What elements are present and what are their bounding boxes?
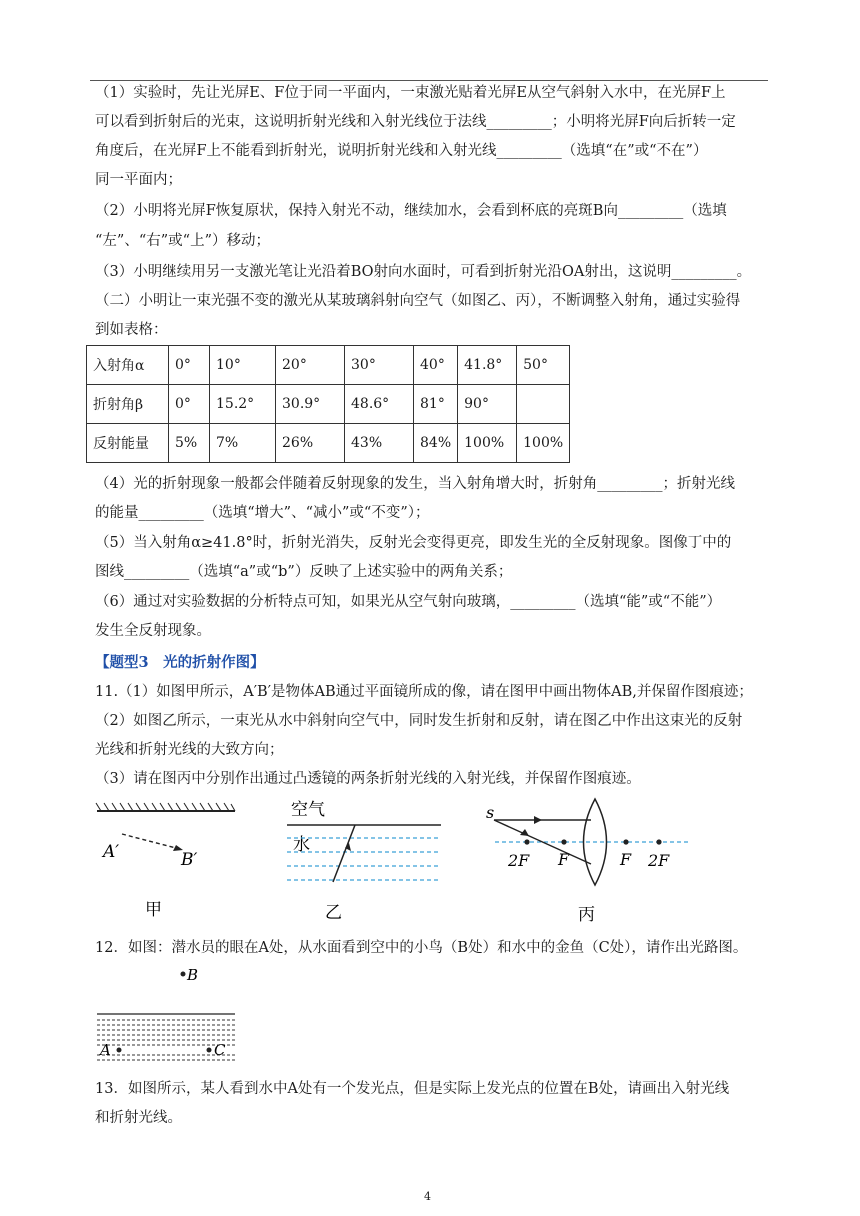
table-cell: 7% xyxy=(210,424,276,463)
point-f-right xyxy=(623,839,628,844)
text-line: 和折射光线。 xyxy=(95,1110,182,1126)
table-cell: 10° xyxy=(210,346,276,385)
table-cell: 48.6° xyxy=(345,385,414,424)
text-line: 到如表格： xyxy=(95,322,168,338)
label-2f-left: 2F xyxy=(508,851,530,870)
text-line: 11.（1）如图甲所示，A′B′是物体AB通过平面镜所成的像，请在图甲中画出物体AB,并保留作图痕迹； xyxy=(95,684,753,700)
table-cell: 40° xyxy=(414,346,458,385)
table-cell: 81° xyxy=(414,385,458,424)
table-cell: 0° xyxy=(169,385,210,424)
table-cell: 41.8° xyxy=(458,346,517,385)
figure-caption-yi: 乙 xyxy=(325,903,342,923)
text-line: （4）光的折射现象一般都会伴随着反射现象的发生，当入射角增大时，折射角_________；折射光线 xyxy=(95,476,735,492)
text-line: 13．如图所示，某人看到水中A处有一个发光点，但是实际上发光点的位置在B处，请画出入射光线 xyxy=(95,1081,730,1097)
text-line: 12．如图：潜水员的眼在A处，从水面看到空中的小鸟（B处）和水中的金鱼（C处），请作出光路图。 xyxy=(95,940,748,956)
label-a-prime: A′ xyxy=(103,842,120,862)
table-cell: 20° xyxy=(276,346,345,385)
page-number: 4 xyxy=(424,1190,431,1203)
figure-bing xyxy=(480,795,700,930)
table-cell: 30° xyxy=(345,346,414,385)
table-cell: 50° xyxy=(517,346,570,385)
text-line: （5）当入射角α≥41.8°时，折射光消失，反射光会变得更亮，即发生光的全反射现象。图像丁中的 xyxy=(95,535,732,551)
table-cell: 15.2° xyxy=(210,385,276,424)
table-cell: 反射能量 xyxy=(87,424,169,463)
figure-q12 xyxy=(95,962,245,1067)
point-a xyxy=(117,1048,122,1053)
text-line: 可以看到折射后的光束，这说明折射光线和入射光线位于法线_________；小明将光屏F向后折转一定 xyxy=(95,114,736,130)
table-row xyxy=(87,346,570,385)
table-cell: 入射角α xyxy=(87,346,169,385)
figure-caption-bing: 丙 xyxy=(578,905,595,925)
table-cell: 100% xyxy=(458,424,517,463)
label-b-prime: B′ xyxy=(181,850,198,870)
text-line: 同一平面内； xyxy=(95,172,182,188)
text-line: 发生全反射现象。 xyxy=(95,623,211,639)
figure-yi xyxy=(285,795,445,925)
table-cell: 84% xyxy=(414,424,458,463)
text-line: （3）小明继续用另一支激光笔让光沿着BO射向水面时，可看到折射光沿OA射出，这说明_________。 xyxy=(95,264,752,280)
label-f-right: F xyxy=(620,850,632,869)
text-line: （2）小明将光屏F恢复原状，保持入射光不动，继续加水，会看到杯底的亮斑B向_________（选填 xyxy=(95,203,727,219)
figure-jia xyxy=(95,795,245,925)
table-cell: 100% xyxy=(517,424,570,463)
text-line: （2）如图乙所示，一束光从水中斜射向空气中，同时发生折射和反射，请在图乙中作出这束光的反射 xyxy=(95,713,743,729)
table-row xyxy=(87,424,570,463)
point-2f-left xyxy=(524,839,529,844)
label-b: B xyxy=(187,966,199,984)
text-line: 光线和折射光线的大致方向； xyxy=(95,742,284,758)
label-water: 水 xyxy=(293,835,310,855)
point-c xyxy=(207,1048,212,1053)
text-line: （3）请在图丙中分别作出通过凸透镜的两条折射光线的入射光线，并保留作图痕迹。 xyxy=(95,771,641,787)
table-cell xyxy=(517,385,570,424)
point-f-left xyxy=(561,839,566,844)
text-line: 的能量_________（选填“增大”、“减小”或“不变”）； xyxy=(95,505,430,521)
label-f-left: F xyxy=(558,850,570,869)
data-table xyxy=(86,345,570,463)
table-cell: 90° xyxy=(458,385,517,424)
text-line: 图线_________（选填“a”或“b”）反映了上述实验中的两角关系； xyxy=(95,564,513,580)
table-cell: 5% xyxy=(169,424,210,463)
text-line: （二）小明让一束光强不变的激光从某玻璃斜射向空气（如图乙、丙），不断调整入射角，通过实验得 xyxy=(95,293,741,309)
label-s: s xyxy=(486,803,495,822)
figure-caption-jia: 甲 xyxy=(145,900,162,920)
text-line: 角度后，在光屏F上不能看到折射光，说明折射光线和入射光线_________（选填“在”或“不在”） xyxy=(95,143,708,159)
table-cell: 折射角β xyxy=(87,385,169,424)
label-2f-right: 2F xyxy=(648,851,670,870)
text-line: （1）实验时，先让光屏E、F位于同一平面内，一束激光贴着光屏E从空气斜射入水中，在光屏F上 xyxy=(95,85,726,101)
table-row xyxy=(87,385,570,424)
point-b xyxy=(181,972,186,977)
label-a: A xyxy=(100,1041,111,1059)
label-air: 空气 xyxy=(291,800,325,820)
table-cell: 30.9° xyxy=(276,385,345,424)
text-line: （6）通过对实验数据的分析特点可知，如果光从空气射向玻璃，_________（选填“能”或“不能”） xyxy=(95,594,722,610)
text-line: “左”、“右”或“上”）移动； xyxy=(95,233,270,249)
table-cell: 26% xyxy=(276,424,345,463)
label-c: C xyxy=(214,1041,226,1059)
table-cell: 0° xyxy=(169,346,210,385)
table-cell: 43% xyxy=(345,424,414,463)
section-heading: 【题型3 光的折射作图】 xyxy=(95,654,265,671)
point-2f-right xyxy=(656,839,661,844)
